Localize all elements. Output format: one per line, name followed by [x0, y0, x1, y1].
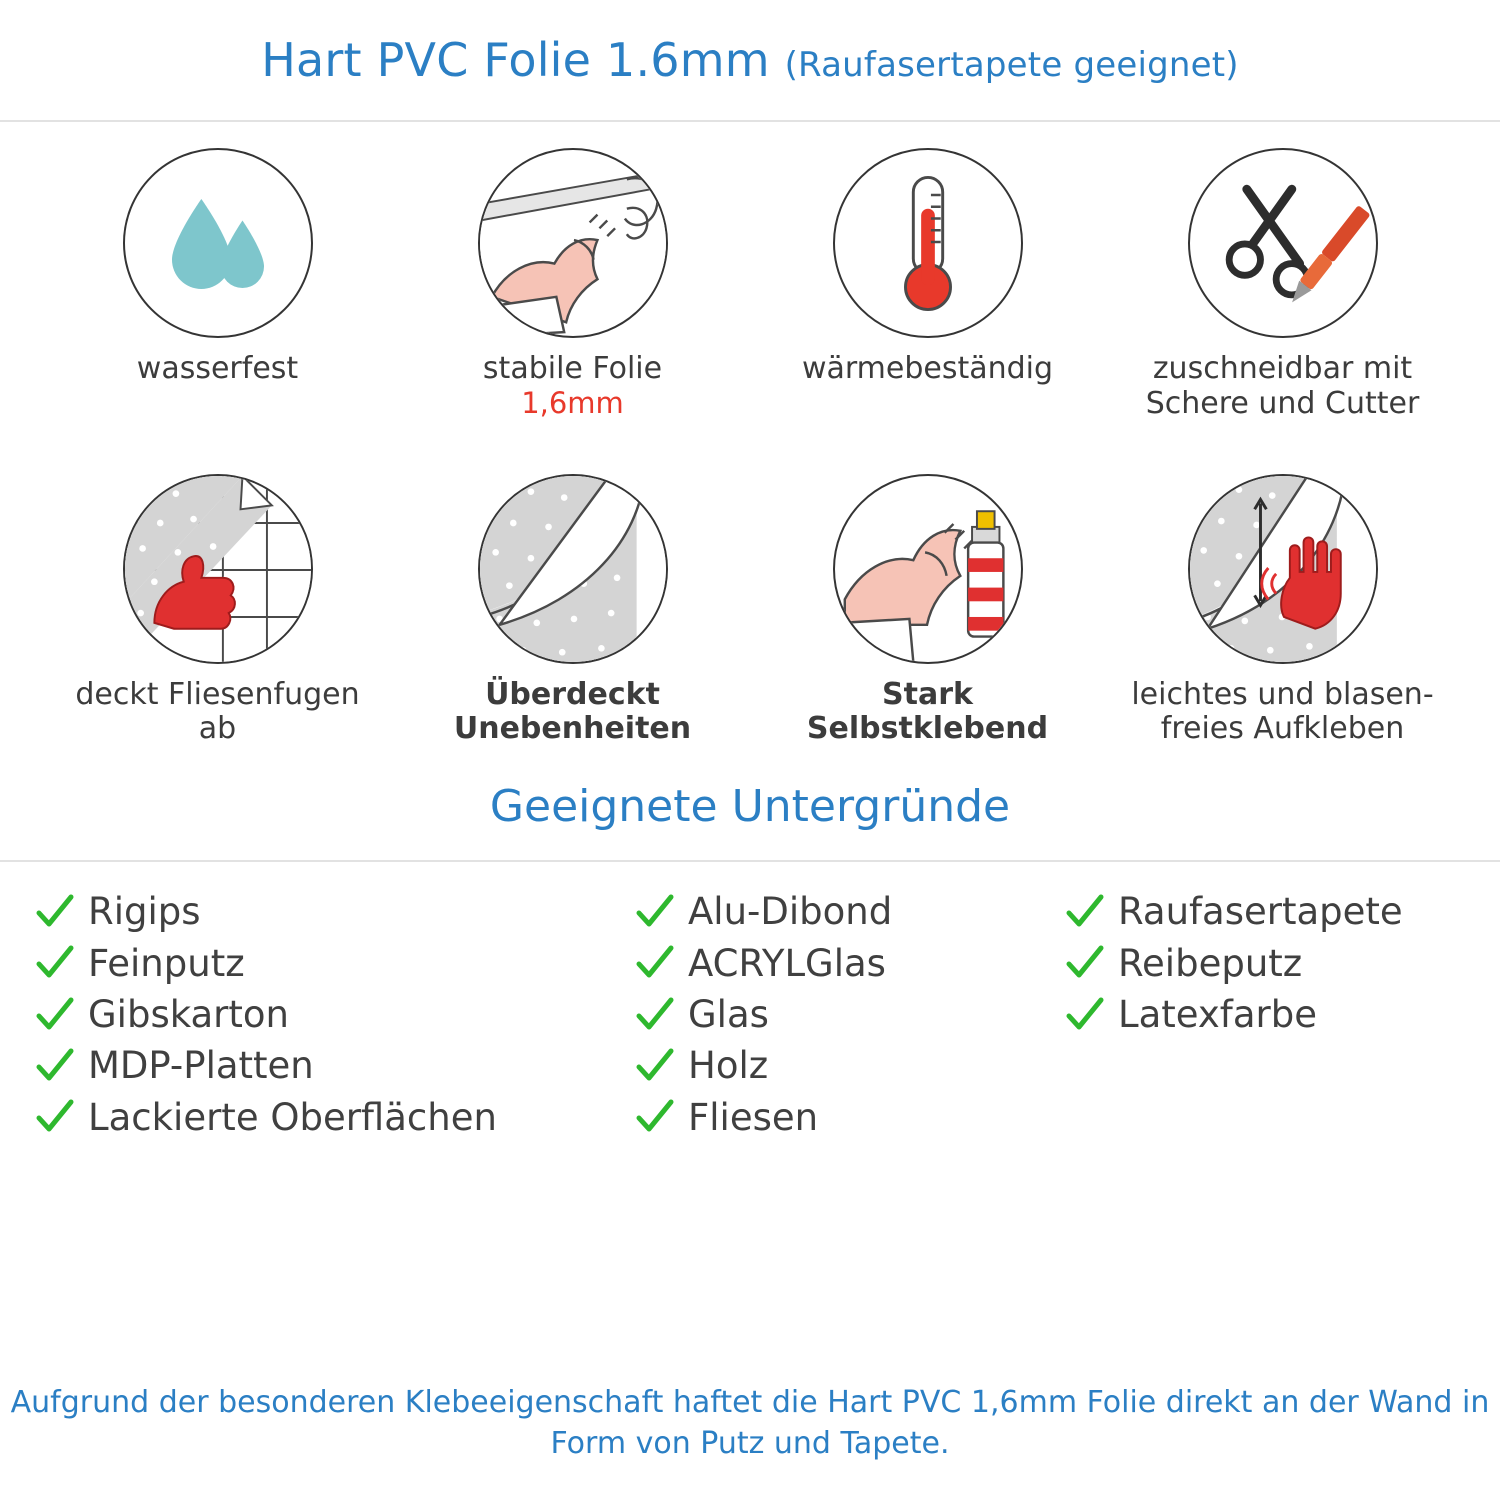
feature-unebenheiten — [395, 474, 750, 748]
feature-wasserfest — [40, 148, 395, 422]
feature-caption — [137, 352, 298, 387]
feature-waermebestaendig — [750, 148, 1105, 422]
feature-caption — [1123, 678, 1443, 748]
list-item-label: Latexfarbe — [1118, 992, 1317, 1036]
list-item — [1064, 940, 1470, 987]
feature-caption — [413, 678, 733, 748]
muscle-glue-icon — [833, 474, 1023, 664]
check-icon — [1064, 994, 1106, 1036]
list-item — [634, 1042, 1064, 1089]
check-icon — [634, 891, 676, 933]
feature-grid-row-2 — [0, 448, 1500, 748]
feature-aufkleben — [1105, 474, 1460, 748]
feature-zuschneidbar — [1105, 148, 1460, 422]
check-icon — [34, 994, 76, 1036]
feature-caption — [802, 352, 1053, 387]
list-item-label: ACRYLGlas — [688, 941, 886, 985]
check-icon — [634, 994, 676, 1036]
check-icon — [34, 942, 76, 984]
footer-note: Aufgrund der besonderen Klebeeigenschaft haftet die Hart PVC 1,6mm Folie direkt an der Wand in Form von Putz und Tapete. — [10, 1385, 1490, 1461]
page-title-sub: (Raufasertapete geeignet) — [784, 45, 1239, 85]
checklist-column-2 — [634, 888, 1064, 1145]
feature-selbstklebend — [750, 474, 1105, 748]
page-header — [0, 0, 1500, 122]
scissors-cutter-icon — [1188, 148, 1378, 338]
hand-smoothing-icon — [1188, 474, 1378, 664]
feature-label: deckt Fliesenfugen ab — [75, 676, 360, 747]
feature-fliesenfugen — [40, 474, 395, 748]
list-item — [34, 888, 634, 935]
check-icon — [634, 1045, 676, 1087]
water-drops-icon — [123, 148, 313, 338]
list-item-label: Alu-Dibond — [688, 890, 893, 934]
feature-stabile-folie — [395, 148, 750, 422]
feature-label: Stark Selbstklebend — [806, 676, 1049, 747]
list-item — [634, 1094, 1064, 1141]
list-item — [634, 888, 1064, 935]
feature-caption — [58, 678, 378, 748]
list-item — [1064, 991, 1470, 1038]
check-icon — [34, 1096, 76, 1138]
list-item — [634, 940, 1064, 987]
feature-label: Überdeckt Unebenheiten — [453, 676, 692, 747]
list-item — [34, 1094, 634, 1141]
feature-label: wärmebeständig — [801, 351, 1054, 386]
list-item-label: Gibskarton — [88, 992, 289, 1036]
section-divider — [0, 781, 1500, 862]
list-item-label: Rigips — [88, 890, 201, 934]
feature-caption — [1123, 352, 1443, 422]
section-title: Geeignete Untergründe — [489, 781, 1011, 833]
feature-label: stabile Folie — [482, 351, 663, 386]
feature-label: zuschneidbar mit Schere und Cutter — [1145, 351, 1420, 421]
checklist-column-1 — [34, 888, 634, 1145]
check-icon — [34, 1045, 76, 1087]
page-title — [261, 33, 1239, 87]
thermometer-icon — [833, 148, 1023, 338]
list-item-label: Glas — [688, 992, 769, 1036]
feature-label: leichtes und blasen- freies Aufkleben — [1131, 676, 1434, 747]
list-item-label: Feinputz — [88, 941, 245, 985]
list-item-label: Raufasertapete — [1118, 890, 1403, 934]
check-icon — [34, 891, 76, 933]
list-item-label: MDP-Platten — [88, 1044, 314, 1088]
check-icon — [634, 942, 676, 984]
muscle-arm-foil-icon — [478, 148, 668, 338]
list-item — [634, 991, 1064, 1038]
feature-sublabel: 1,6mm — [521, 385, 624, 420]
check-icon — [1064, 891, 1106, 933]
feature-grid-row-1 — [0, 122, 1500, 422]
check-icon — [634, 1096, 676, 1138]
list-item-label: Holz — [688, 1044, 769, 1088]
list-item — [34, 991, 634, 1038]
feature-caption — [483, 352, 662, 420]
list-item-label: Lackierte Oberflächen — [88, 1095, 497, 1139]
list-item — [34, 940, 634, 987]
check-icon — [1064, 942, 1106, 984]
foil-peel-icon — [478, 474, 668, 664]
list-item — [1064, 888, 1470, 935]
list-item-label: Reibeputz — [1118, 941, 1303, 985]
feature-caption — [768, 678, 1088, 748]
page-title-main: Hart PVC Folie 1.6mm — [261, 33, 785, 87]
list-item — [34, 1042, 634, 1089]
thumbs-up-tiles-icon — [123, 474, 313, 664]
feature-label: wasserfest — [136, 351, 299, 386]
suitable-surfaces-list — [0, 862, 1500, 1145]
checklist-column-3 — [1064, 888, 1470, 1145]
list-item-label: Fliesen — [688, 1095, 819, 1139]
